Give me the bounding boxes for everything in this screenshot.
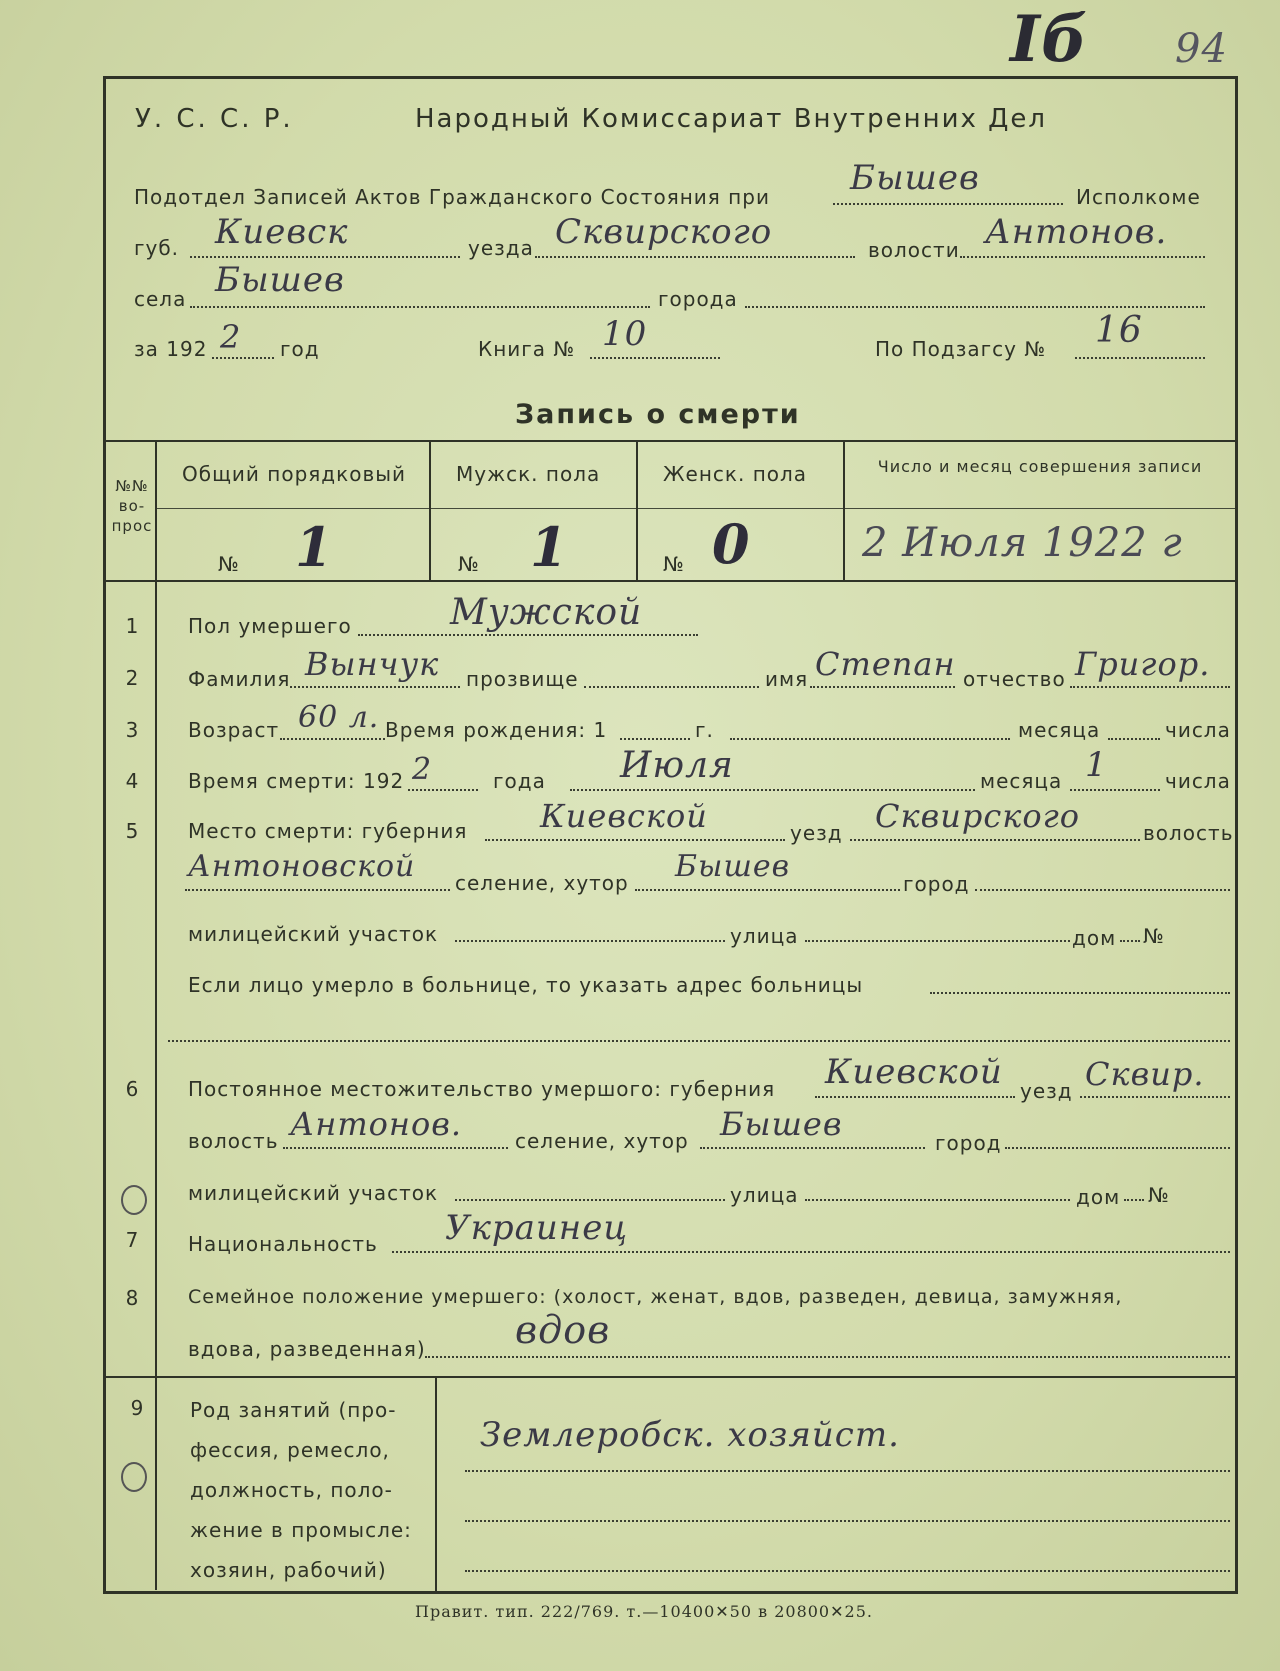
r2-otch-label: отчество [963,667,1066,691]
r9-label-4: жение в промысле: [190,1518,412,1542]
total-value: 1 [295,515,334,579]
r5-volost-line [185,889,450,891]
r5-uezd-label: уезд [790,821,843,845]
r5-gorod-line [975,889,1230,891]
r6-dom-label: дом [1076,1185,1121,1209]
r4-day-value: 1 [1085,745,1108,785]
r6-uezd-value: Сквир. [1085,1055,1205,1093]
podzags-line [1075,357,1205,359]
volost-value: Антонов. [985,212,1168,252]
r6-gorod-line [1005,1147,1230,1149]
r5-hospital-line-2 [168,1040,1230,1042]
r5-selenie-line [635,889,900,891]
uezd-line [535,256,855,258]
col-rule-3 [843,440,845,580]
qnum-8: 8 [125,1286,139,1310]
r3-vozrast-label: Возраст [188,718,280,742]
r5-volost-value: Антоновской [188,849,416,884]
r1-line [358,634,698,636]
r6-gub-value: Киевской [825,1052,1003,1092]
kniga-value: 10 [602,314,648,354]
r6-volost-line [283,1147,508,1149]
r3-vremya-label: Время рождения: 1 [385,718,608,742]
r4-goda-label: года [493,769,546,793]
r2-fam-line [290,686,460,688]
year-value: 2 [220,318,242,356]
r2-imya-value: Степан [815,645,956,683]
r9-top-rule [106,1376,1236,1378]
r4-year-line [408,789,478,791]
r5-ulica-label: улица [730,924,799,948]
r3-vozrast-line [280,738,385,740]
selo-label: села [134,287,187,311]
god-label: год [280,337,320,361]
table-bottom-rule [106,580,1236,582]
r4-year-value: 2 [412,752,433,787]
r5-dom-line [1120,940,1140,942]
r9-divider [435,1376,437,1591]
r4-month-value: Июля [620,745,734,786]
archive-mark: Іб [1010,2,1089,77]
r6-milic-label: милицейский участок [188,1181,439,1205]
ussr-label: У. С. С. Р. [135,104,294,134]
r2-prozv-line [584,686,759,688]
r3-g-label: г. [695,718,714,742]
selo-value: Бышев [215,260,345,300]
r5-gub-line [485,839,785,841]
gub-label: губ. [134,236,180,260]
r2-imya-label: имя [765,667,809,691]
selo-line [190,306,650,308]
year-line [212,357,274,359]
r5-selenie-value: Бышев [675,849,791,884]
r6-ulica-line [805,1199,1070,1201]
r7-line [392,1251,1230,1253]
r5-gub-value: Киевской [540,797,708,835]
podzags-value: 16 [1095,310,1143,351]
r2-otch-line [1070,686,1230,688]
qnum-6: 6 [125,1077,139,1101]
male-no-label: № [458,552,480,576]
ispolkom-label: Исполкоме [1076,185,1201,209]
r6-no-label: № [1148,1183,1170,1207]
r1-value: Мужской [450,592,643,633]
r6-volost-label: волость [188,1129,279,1153]
qnum-header: №№ во- прос [111,477,153,535]
r3-chisla-label: числа [1165,718,1231,742]
r9-label-5: хозяин, рабочий) [190,1558,387,1582]
female-no-label: № [663,552,685,576]
r5-dom-label: дом [1072,926,1117,950]
female-value: 0 [712,512,751,576]
gorod-label: города [658,287,738,311]
r8-line [425,1356,1230,1358]
year-label: за 192 [134,337,208,361]
r6-dom-line [1124,1199,1144,1201]
binding-hole [121,1462,147,1492]
kniga-line [590,357,720,359]
r9-label-2: фессия, ремесло, [190,1438,390,1462]
r5-selenie-label: селение, хутор [455,871,629,895]
r3-vozrast-value: 60 л. [298,700,380,735]
r6-label: Постоянное местожительство умершого: губерния [188,1077,776,1101]
col-total-header: Общий порядковый [182,462,407,486]
qnum-9: 9 [130,1396,144,1420]
table-top-rule [106,440,1236,442]
commissariat-title: Народный Комиссариат Внутренних Дел [415,104,1048,134]
r8-value: вдов [515,1308,611,1352]
r9-label-1: Род занятий (про- [190,1398,397,1422]
binding-hole [121,1185,147,1215]
col-rule-1 [429,440,431,580]
r9-value: Землеробск. хозяйст. [480,1415,900,1455]
col-rule-2 [636,440,638,580]
r2-fam-label: Фамилия [188,667,291,691]
r5-milic-line [455,940,725,942]
r5-ulica-line [805,940,1070,942]
r8-label-2: вдова, разведенная) [188,1337,426,1361]
r5-gorod-label: город [903,872,970,896]
table-mid-rule [155,508,1235,509]
r3-month-line [730,738,1010,740]
r5-no-label: № [1143,924,1165,948]
uezd-value: Сквирского [555,212,773,252]
gub-value: Киевск [215,212,349,252]
gub-line [190,256,460,258]
r5-label: Место смерти: губерния [188,819,468,843]
podzags-label: По Подзагсу № [875,337,1047,361]
r3-mes-label: месяца [1018,718,1101,742]
r5-uezd-line [850,839,1140,841]
r7-value: Украинец [445,1208,629,1248]
r6-selenie-line [700,1147,925,1149]
r6-gub-line [815,1096,1015,1098]
r1-label: Пол умершего [188,614,352,638]
r9-label-3: должность, поло- [190,1478,393,1502]
r6-selenie-value: Бышев [720,1105,843,1143]
r2-fam-value: Вынчук [305,645,440,683]
gorod-line [745,306,1205,308]
r9-line-3 [465,1570,1230,1572]
subdept-label: Подотдел Записей Актов Гражданского Состояния при [134,185,770,209]
printer-imprint: Правит. тип. 222/769. т.—10400✕50 в 20800✕25. [415,1602,873,1621]
uezd-label: уезда [468,236,534,260]
subdept-line [833,203,1063,205]
qnum-3: 3 [125,718,139,742]
r6-volost-value: Антонов. [290,1105,463,1143]
male-value: 1 [530,515,569,579]
col-date-header: Число и месяц совершения записи [877,457,1203,476]
r3-year-line [620,738,690,740]
subdept-value: Бышев [850,158,980,198]
r6-uezd-line [1080,1096,1230,1098]
r9-line-1 [465,1470,1230,1472]
r6-milic-line [455,1199,725,1201]
r2-imya-line [810,686,955,688]
col-male-header: Мужск. пола [456,462,601,486]
qnum-7: 7 [125,1228,139,1252]
r5-uezd-value: Сквирского [875,797,1081,835]
r8-label: Семейное положение умершего: (холост, женат, вдов, разведен, девица, замужняя, [188,1286,1123,1308]
record-date-value: 2 Июля 1922 г [862,520,1183,566]
qnum-2: 2 [125,666,139,690]
r4-chisla-label: числа [1165,769,1231,793]
r9-line-2 [465,1520,1230,1522]
r4-mes-label: месяца [980,769,1063,793]
qnum-5: 5 [125,819,139,843]
r3-day-line [1108,738,1160,740]
r7-label: Национальность [188,1232,378,1256]
r6-selenie-label: селение, хутор [515,1129,689,1153]
r4-label: Время смерти: 192 [188,769,405,793]
r6-ulica-label: улица [730,1183,799,1207]
r5-hospital-line [930,992,1230,994]
qnum-4: 4 [125,769,139,793]
page-number-mark: 94 [1175,26,1228,72]
col-female-header: Женск. пола [663,462,808,486]
r2-otch-value: Григор. [1075,645,1211,683]
r5-volost-label: волость [1143,821,1234,845]
r4-day-line [1070,789,1160,791]
volost-label: волости [868,238,960,262]
qnum-column-rule [155,440,157,1590]
qnum-1: 1 [125,614,139,638]
r2-prozv-label: прозвище [466,667,579,691]
kniga-label: Книга № [478,337,576,361]
r6-gorod-label: город [935,1131,1002,1155]
form-title: Запись о смерти [515,399,801,430]
r5-milic-label: милицейский участок [188,922,439,946]
r6-uezd-label: уезд [1020,1079,1073,1103]
total-no-label: № [218,552,240,576]
volost-line [960,256,1205,258]
r4-month-line [570,789,975,791]
r5-hospital-label: Если лицо умерло в больнице, то указать адрес больницы [188,973,864,997]
